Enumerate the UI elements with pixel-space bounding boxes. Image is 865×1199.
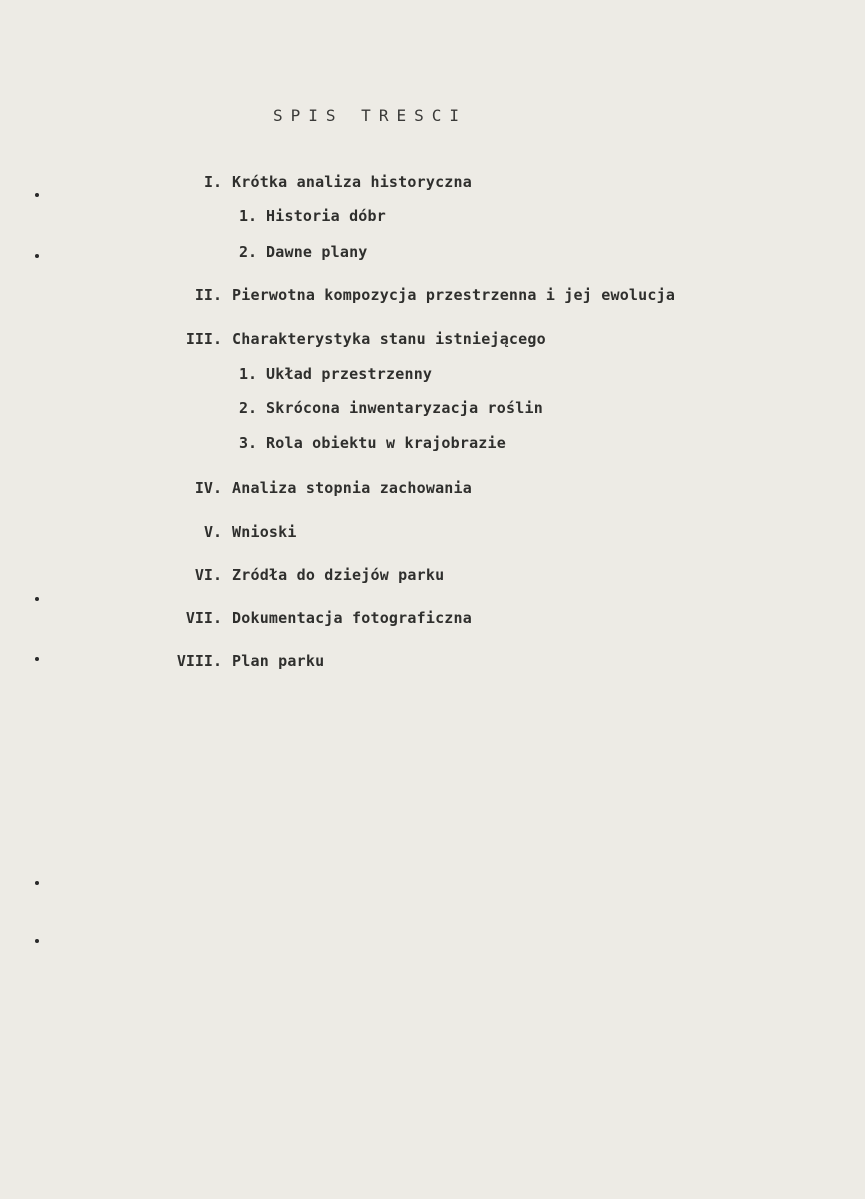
entry-number: VIII. <box>176 652 222 670</box>
punch-hole-mark <box>35 881 39 885</box>
entry-number: III. <box>185 330 222 348</box>
entry-text: Układ przestrzenny <box>266 365 433 383</box>
entry-text: Zródła do dziejów parku <box>232 566 445 584</box>
entry-text: Analiza stopnia zachowania <box>232 479 472 497</box>
entry-number: II. <box>194 286 222 304</box>
punch-hole-mark <box>35 597 39 601</box>
page-title: SPIS TRESCI <box>273 106 467 125</box>
entry-text: Rola obiektu w krajobrazie <box>266 434 506 452</box>
entry-text: Plan parku <box>232 652 325 670</box>
entry-number: 1. <box>238 365 257 383</box>
entry-text: Charakterystyka stanu istniejącego <box>232 330 546 348</box>
entry-number: 2. <box>238 399 257 417</box>
entry-text: Historia dóbr <box>266 207 386 225</box>
entry-text: Krótka analiza historyczna <box>232 173 472 191</box>
entry-number: 2. <box>238 243 257 261</box>
entry-text: Wnioski <box>232 523 297 541</box>
entry-number: I. <box>203 173 222 191</box>
entry-number: VII. <box>185 609 222 627</box>
entry-number: VI. <box>194 566 222 584</box>
entry-text: Dawne plany <box>266 243 368 261</box>
entry-text: Dokumentacja fotograficzna <box>232 609 472 627</box>
punch-hole-mark <box>35 193 39 197</box>
entry-number: IV. <box>194 479 222 497</box>
entry-number: 3. <box>238 434 257 452</box>
punch-hole-mark <box>35 939 39 943</box>
entry-number: V. <box>203 523 222 541</box>
entry-text: Skrócona inwentaryzacja roślin <box>266 399 543 417</box>
entry-text: Pierwotna kompozycja przestrzenna i jej ewolucja <box>232 286 676 304</box>
entry-number: 1. <box>238 207 257 225</box>
